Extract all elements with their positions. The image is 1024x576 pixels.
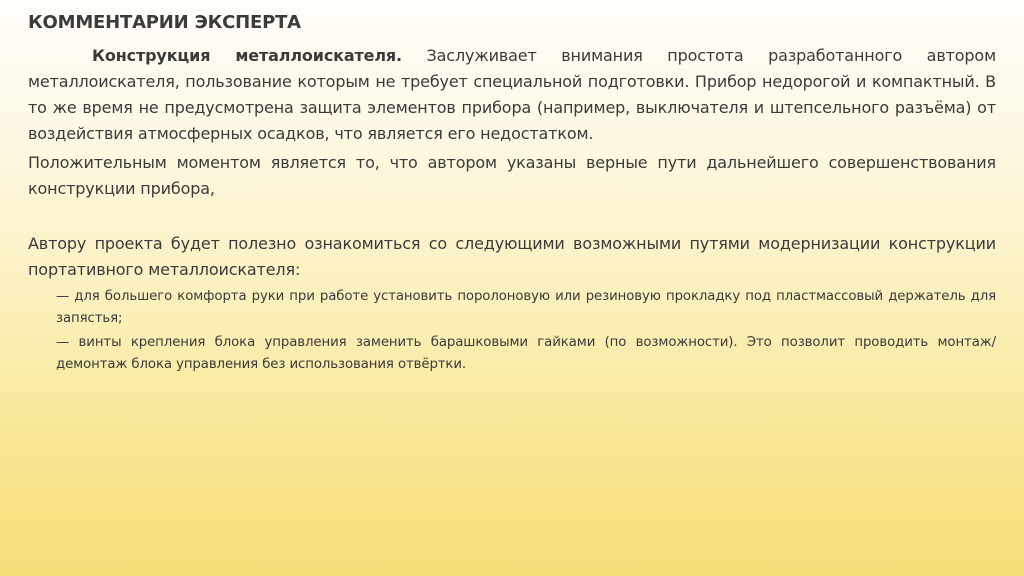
paragraph-recommendations: Автору проекта будет полезно ознакомиться со следующими возможными путями модернизации конструкции портативного металлоискателя:	[28, 234, 996, 279]
recommendation-list	[28, 286, 996, 376]
list-item: — для большего комфорта руки при работе установить поролоновую или резиновую прокладку под пластмассовый держатель для запястья;	[56, 289, 996, 326]
slide-title: КОММЕНТАРИИ ЭКСПЕРТА	[28, 12, 301, 33]
paragraph-design-lead: Конструкция металлоискателя.	[92, 46, 402, 65]
spacer	[28, 205, 996, 231]
paragraph-design	[28, 43, 996, 147]
slide-content	[28, 12, 996, 378]
paragraph-positive: Положительным моментом является то, что автором указаны верные пути дальнейшего совершенствования конструкции прибора,	[28, 153, 996, 198]
list-item: — винты крепления блока управления заменить барашковыми гайками (по возможности). Это позволит проводить монтаж/демонтаж блока управления без использования отвёртки.	[56, 335, 996, 372]
paragraph-design-text: Заслуживает внимания простота разработанного автором металлоискателя, пользование которым не требует специальной подготовки. Прибор недорогой и компактный. В то же время не предусмотрена защита элементов прибора (например, выключателя и штепсельного разъёма) от воздействия атмосферных осадков, что является его недостатком.	[28, 46, 996, 143]
